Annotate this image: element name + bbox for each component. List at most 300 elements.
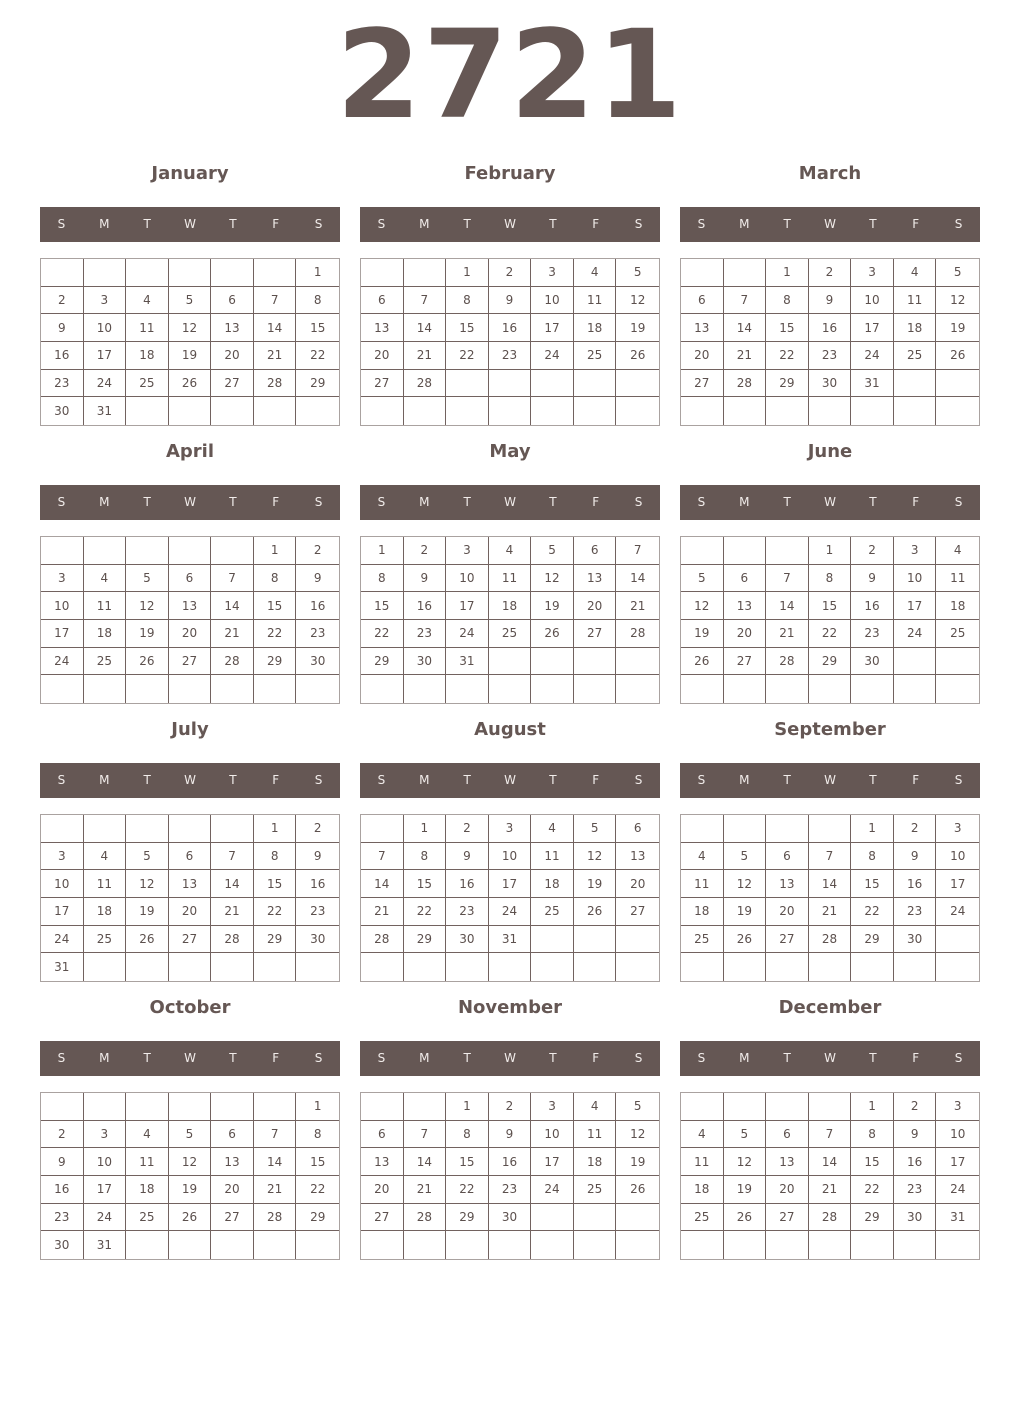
weekday-label: S: [634, 1051, 643, 1065]
day-cell: 23: [41, 1204, 84, 1232]
day-cell: 14: [724, 314, 767, 342]
day-cell: 14: [809, 1148, 852, 1176]
day-cell: 10: [531, 1121, 574, 1149]
empty-day-cell: [41, 815, 84, 843]
empty-day-cell: [851, 1231, 894, 1259]
day-cell: 12: [126, 592, 169, 620]
day-cell: 15: [851, 870, 894, 898]
empty-day-cell: [724, 815, 767, 843]
weekday-label: T: [869, 495, 877, 509]
day-cell: 11: [126, 1148, 169, 1176]
empty-day-cell: [126, 1093, 169, 1121]
day-cell: 26: [616, 1176, 659, 1204]
empty-day-cell: [936, 397, 979, 425]
day-cell: 9: [296, 565, 339, 593]
day-cell: 9: [41, 314, 84, 342]
day-cell: 6: [724, 565, 767, 593]
day-cell: 10: [84, 1148, 127, 1176]
day-cell: 21: [404, 1176, 447, 1204]
day-cell: 19: [126, 898, 169, 926]
day-cell: 6: [616, 815, 659, 843]
empty-day-cell: [724, 675, 767, 703]
empty-day-cell: [616, 926, 659, 954]
weekday-label: T: [783, 217, 791, 231]
day-cell: 18: [126, 1176, 169, 1204]
empty-day-cell: [84, 675, 127, 703]
day-cell: 8: [851, 843, 894, 871]
empty-day-cell: [681, 259, 724, 287]
day-cell: 11: [681, 870, 724, 898]
empty-day-cell: [574, 953, 617, 981]
day-cell: 17: [84, 342, 127, 370]
day-cell: 11: [126, 314, 169, 342]
weekday-label: S: [634, 773, 643, 787]
day-cell: 8: [361, 565, 404, 593]
day-cell: 15: [446, 1148, 489, 1176]
day-cell: 12: [724, 1148, 767, 1176]
empty-day-cell: [809, 953, 852, 981]
empty-day-cell: [84, 1093, 127, 1121]
day-cell: 25: [936, 620, 979, 648]
weekday-label: F: [272, 1051, 280, 1065]
day-cell: 7: [254, 1121, 297, 1149]
empty-day-cell: [936, 926, 979, 954]
empty-day-cell: [809, 1093, 852, 1121]
empty-day-cell: [126, 259, 169, 287]
empty-day-cell: [169, 675, 212, 703]
day-cell: 9: [41, 1148, 84, 1176]
empty-day-cell: [936, 1231, 979, 1259]
day-cell: 23: [404, 620, 447, 648]
day-cell: 29: [851, 926, 894, 954]
day-cell: 24: [894, 620, 937, 648]
day-cell: 14: [211, 592, 254, 620]
empty-day-cell: [446, 397, 489, 425]
day-cell: 12: [169, 1148, 212, 1176]
day-cell: 7: [616, 537, 659, 565]
month-title: November: [457, 997, 563, 1018]
empty-day-cell: [766, 675, 809, 703]
weekday-label: W: [504, 217, 516, 231]
day-cell: 21: [766, 620, 809, 648]
day-cell: 19: [616, 314, 659, 342]
weekday-label: T: [783, 1051, 791, 1065]
day-cell: 6: [361, 1121, 404, 1149]
weekday-label: T: [463, 773, 471, 787]
day-cell: 28: [361, 926, 404, 954]
day-cell: 23: [489, 1176, 532, 1204]
day-cell: 26: [681, 648, 724, 676]
day-cell: 19: [936, 314, 979, 342]
day-cell: 18: [489, 592, 532, 620]
day-cell: 18: [936, 592, 979, 620]
day-cell: 13: [766, 1148, 809, 1176]
day-cell: 1: [254, 815, 297, 843]
weekday-label: F: [592, 773, 600, 787]
day-cell: 12: [724, 870, 767, 898]
empty-day-cell: [681, 1093, 724, 1121]
empty-day-cell: [489, 370, 532, 398]
weekday-label: S: [954, 217, 963, 231]
day-cell: 1: [446, 259, 489, 287]
month-title: June: [807, 441, 853, 462]
weekday-label: T: [783, 495, 791, 509]
day-cell: 3: [41, 565, 84, 593]
weekday-label: W: [184, 495, 196, 509]
day-cell: 11: [489, 565, 532, 593]
day-cell: 20: [211, 342, 254, 370]
empty-day-cell: [404, 675, 447, 703]
weekday-label: M: [739, 217, 750, 231]
month-title: August: [474, 719, 546, 740]
day-cell: 31: [851, 370, 894, 398]
weekday-label: F: [592, 217, 600, 231]
day-cell: 13: [766, 870, 809, 898]
day-cell: 3: [41, 843, 84, 871]
day-cell: 2: [446, 815, 489, 843]
day-cell: 24: [41, 926, 84, 954]
day-cell: 14: [404, 1148, 447, 1176]
day-cell: 7: [404, 1121, 447, 1149]
day-cell: 29: [404, 926, 447, 954]
month-title: February: [464, 163, 556, 184]
day-cell: 6: [766, 843, 809, 871]
day-cell: 25: [681, 1204, 724, 1232]
day-cell: 13: [361, 314, 404, 342]
day-cell: 4: [531, 815, 574, 843]
day-cell: 25: [126, 370, 169, 398]
day-cell: 2: [489, 1093, 532, 1121]
day-cell: 10: [41, 870, 84, 898]
day-cell: 16: [489, 314, 532, 342]
day-cell: 11: [574, 287, 617, 315]
weekday-label: T: [549, 773, 557, 787]
day-cell: 10: [936, 843, 979, 871]
weekday-label: S: [314, 773, 323, 787]
month-january: [40, 161, 340, 431]
day-cell: 18: [681, 898, 724, 926]
day-cell: 8: [254, 843, 297, 871]
empty-day-cell: [84, 815, 127, 843]
empty-day-cell: [894, 953, 937, 981]
day-cell: 23: [851, 620, 894, 648]
day-cell: 1: [361, 537, 404, 565]
day-cell: 16: [296, 870, 339, 898]
weekday-header: [360, 485, 660, 520]
empty-day-cell: [126, 397, 169, 425]
day-grid: [40, 536, 340, 704]
day-cell: 10: [41, 592, 84, 620]
day-cell: 25: [84, 648, 127, 676]
empty-day-cell: [211, 1093, 254, 1121]
day-cell: 17: [531, 1148, 574, 1176]
weekday-label: W: [824, 1051, 836, 1065]
empty-day-cell: [84, 259, 127, 287]
day-grid: [680, 536, 980, 704]
day-cell: 18: [531, 870, 574, 898]
weekday-label: T: [463, 217, 471, 231]
day-cell: 23: [41, 370, 84, 398]
day-cell: 29: [254, 926, 297, 954]
day-cell: 12: [574, 843, 617, 871]
day-cell: 24: [936, 898, 979, 926]
day-cell: 14: [254, 1148, 297, 1176]
empty-day-cell: [169, 953, 212, 981]
day-cell: 2: [851, 537, 894, 565]
empty-day-cell: [681, 675, 724, 703]
weekday-label: M: [739, 495, 750, 509]
day-cell: 1: [851, 815, 894, 843]
day-cell: 29: [254, 648, 297, 676]
day-cell: 16: [41, 1176, 84, 1204]
day-cell: 12: [936, 287, 979, 315]
day-cell: 21: [361, 898, 404, 926]
day-grid: [40, 1092, 340, 1260]
weekday-label: S: [634, 495, 643, 509]
empty-day-cell: [361, 675, 404, 703]
weekday-label: S: [634, 217, 643, 231]
weekday-label: M: [739, 1051, 750, 1065]
day-cell: 15: [296, 1148, 339, 1176]
day-cell: 26: [574, 898, 617, 926]
day-cell: 29: [296, 370, 339, 398]
empty-day-cell: [446, 953, 489, 981]
day-cell: 2: [809, 259, 852, 287]
day-cell: 15: [809, 592, 852, 620]
weekday-label: W: [504, 773, 516, 787]
weekday-label: T: [869, 773, 877, 787]
day-cell: 4: [489, 537, 532, 565]
empty-day-cell: [851, 953, 894, 981]
day-cell: 31: [446, 648, 489, 676]
day-cell: 27: [361, 1204, 404, 1232]
day-cell: 12: [169, 314, 212, 342]
weekday-label: S: [697, 773, 706, 787]
empty-day-cell: [41, 537, 84, 565]
empty-day-cell: [41, 259, 84, 287]
day-cell: 18: [574, 1148, 617, 1176]
empty-day-cell: [681, 815, 724, 843]
day-cell: 6: [211, 1121, 254, 1149]
empty-day-cell: [531, 1231, 574, 1259]
day-cell: 20: [616, 870, 659, 898]
weekday-label: S: [57, 495, 66, 509]
day-cell: 25: [681, 926, 724, 954]
empty-day-cell: [724, 1231, 767, 1259]
day-cell: 2: [296, 537, 339, 565]
weekday-label: S: [697, 217, 706, 231]
empty-day-cell: [851, 675, 894, 703]
day-cell: 12: [681, 592, 724, 620]
weekday-label: T: [549, 1051, 557, 1065]
day-cell: 3: [84, 1121, 127, 1149]
day-grid: [40, 814, 340, 982]
month-march: [680, 161, 980, 431]
weekday-header: [680, 485, 980, 520]
empty-day-cell: [404, 1093, 447, 1121]
day-cell: 2: [41, 287, 84, 315]
day-cell: 30: [404, 648, 447, 676]
day-cell: 25: [531, 898, 574, 926]
day-cell: 30: [296, 648, 339, 676]
day-cell: 3: [489, 815, 532, 843]
day-cell: 10: [84, 314, 127, 342]
day-cell: 29: [361, 648, 404, 676]
day-cell: 4: [894, 259, 937, 287]
day-cell: 15: [404, 870, 447, 898]
empty-day-cell: [126, 953, 169, 981]
empty-day-cell: [894, 648, 937, 676]
month-title: October: [149, 997, 231, 1018]
day-cell: 19: [616, 1148, 659, 1176]
day-cell: 7: [766, 565, 809, 593]
day-cell: 20: [766, 898, 809, 926]
month-title: May: [489, 441, 531, 462]
empty-day-cell: [681, 1231, 724, 1259]
day-cell: 4: [574, 1093, 617, 1121]
empty-day-cell: [851, 397, 894, 425]
weekday-label: S: [314, 217, 323, 231]
weekday-label: F: [272, 217, 280, 231]
empty-day-cell: [616, 370, 659, 398]
weekday-header: [40, 763, 340, 798]
day-cell: 5: [724, 843, 767, 871]
month-title: September: [774, 719, 886, 740]
weekday-header: [680, 763, 980, 798]
day-cell: 11: [84, 870, 127, 898]
month-title: March: [798, 163, 862, 184]
weekday-label: M: [739, 773, 750, 787]
day-cell: 13: [169, 870, 212, 898]
day-cell: 24: [851, 342, 894, 370]
empty-day-cell: [296, 1231, 339, 1259]
day-cell: 25: [489, 620, 532, 648]
day-cell: 22: [446, 1176, 489, 1204]
day-cell: 3: [531, 259, 574, 287]
day-cell: 2: [894, 815, 937, 843]
empty-day-cell: [574, 1231, 617, 1259]
day-cell: 22: [254, 620, 297, 648]
day-cell: 25: [574, 342, 617, 370]
month-august: [360, 717, 660, 987]
day-cell: 9: [489, 1121, 532, 1149]
day-cell: 14: [361, 870, 404, 898]
weekday-label: F: [272, 773, 280, 787]
weekday-header: [360, 763, 660, 798]
day-cell: 18: [84, 898, 127, 926]
day-cell: 22: [851, 1176, 894, 1204]
empty-day-cell: [809, 397, 852, 425]
day-cell: 27: [574, 620, 617, 648]
empty-day-cell: [169, 259, 212, 287]
weekday-label: S: [697, 1051, 706, 1065]
empty-day-cell: [724, 537, 767, 565]
empty-day-cell: [616, 953, 659, 981]
day-cell: 16: [851, 592, 894, 620]
day-cell: 3: [446, 537, 489, 565]
day-cell: 5: [169, 1121, 212, 1149]
weekday-label: W: [824, 495, 836, 509]
day-cell: 1: [851, 1093, 894, 1121]
day-grid: [360, 258, 660, 426]
day-cell: 17: [41, 898, 84, 926]
empty-day-cell: [616, 1204, 659, 1232]
day-cell: 15: [361, 592, 404, 620]
day-cell: 9: [404, 565, 447, 593]
month-july: [40, 717, 340, 987]
day-cell: 18: [126, 342, 169, 370]
day-cell: 17: [84, 1176, 127, 1204]
day-cell: 8: [809, 565, 852, 593]
day-cell: 21: [616, 592, 659, 620]
day-cell: 20: [574, 592, 617, 620]
day-cell: 5: [126, 843, 169, 871]
empty-day-cell: [126, 537, 169, 565]
empty-day-cell: [936, 953, 979, 981]
day-cell: 18: [84, 620, 127, 648]
day-cell: 9: [894, 1121, 937, 1149]
day-cell: 22: [296, 1176, 339, 1204]
weekday-header: [360, 1041, 660, 1076]
day-cell: 5: [724, 1121, 767, 1149]
day-cell: 5: [574, 815, 617, 843]
day-cell: 12: [126, 870, 169, 898]
empty-day-cell: [574, 397, 617, 425]
day-cell: 10: [851, 287, 894, 315]
empty-day-cell: [254, 675, 297, 703]
day-cell: 28: [766, 648, 809, 676]
weekday-label: T: [463, 1051, 471, 1065]
weekday-label: F: [912, 1051, 920, 1065]
weekday-label: F: [912, 495, 920, 509]
day-cell: 20: [361, 342, 404, 370]
day-cell: 11: [84, 592, 127, 620]
weekday-label: T: [229, 1051, 237, 1065]
empty-day-cell: [404, 1231, 447, 1259]
day-cell: 6: [766, 1121, 809, 1149]
day-cell: 13: [361, 1148, 404, 1176]
day-cell: 11: [894, 287, 937, 315]
empty-day-cell: [936, 648, 979, 676]
empty-day-cell: [84, 953, 127, 981]
day-cell: 21: [254, 1176, 297, 1204]
empty-day-cell: [894, 397, 937, 425]
empty-day-cell: [936, 370, 979, 398]
empty-day-cell: [681, 397, 724, 425]
day-cell: 15: [851, 1148, 894, 1176]
day-cell: 19: [724, 1176, 767, 1204]
day-cell: 2: [404, 537, 447, 565]
weekday-header: [40, 485, 340, 520]
empty-day-cell: [766, 815, 809, 843]
empty-day-cell: [766, 397, 809, 425]
day-cell: 7: [404, 287, 447, 315]
day-cell: 22: [254, 898, 297, 926]
day-cell: 8: [404, 843, 447, 871]
day-cell: 30: [446, 926, 489, 954]
empty-day-cell: [894, 1231, 937, 1259]
day-cell: 22: [851, 898, 894, 926]
day-cell: 15: [296, 314, 339, 342]
day-cell: 14: [766, 592, 809, 620]
weekday-label: M: [419, 495, 430, 509]
day-cell: 2: [296, 815, 339, 843]
day-cell: 10: [489, 843, 532, 871]
day-cell: 18: [681, 1176, 724, 1204]
empty-day-cell: [361, 397, 404, 425]
day-cell: 17: [936, 1148, 979, 1176]
empty-day-cell: [766, 1231, 809, 1259]
